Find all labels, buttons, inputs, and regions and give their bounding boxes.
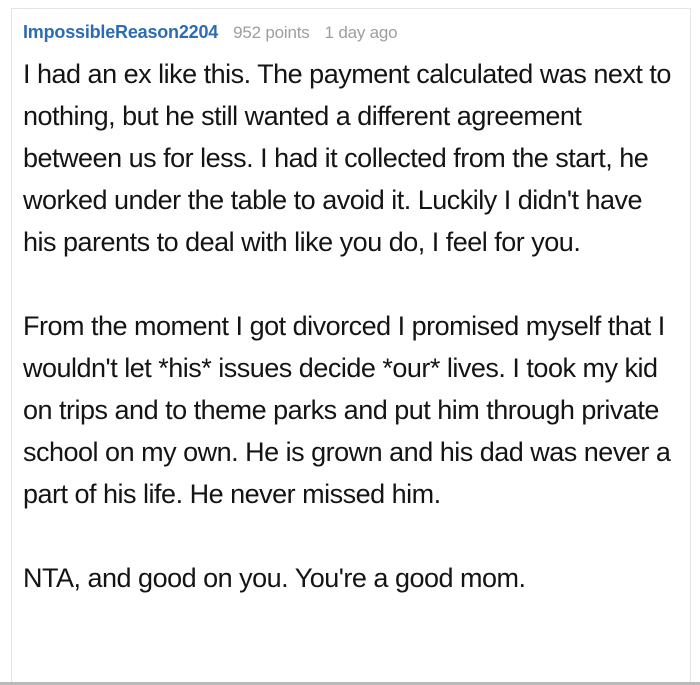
comment-paragraph-2: From the moment I got divorced I promised myself that I wouldn't let *his* issues decide *our* lives. I took my kid on trips and to theme parks and put him through private school on my own. He is grown and his dad was never a part of his life. He never missed him.	[23, 311, 671, 509]
comment-paragraph-1: I had an ex like this. The payment calculated was next to nothing, but he still wanted a different agreement between us for less. I had it collected from the start, he worked under the table to avoid it. Luckily I didn't have his parents to deal with like you do, I feel for you.	[23, 59, 671, 257]
comment-body	[23, 53, 675, 599]
comment-points: 952 points	[233, 23, 310, 42]
comment-paragraph-3: NTA, and good on you. You're a good mom.	[23, 563, 526, 593]
comment-card	[11, 8, 691, 685]
comment-timestamp: 1 day ago	[324, 23, 398, 42]
comment-username-link[interactable]: ImpossibleReason2204	[23, 22, 219, 42]
comment-header	[23, 19, 678, 46]
